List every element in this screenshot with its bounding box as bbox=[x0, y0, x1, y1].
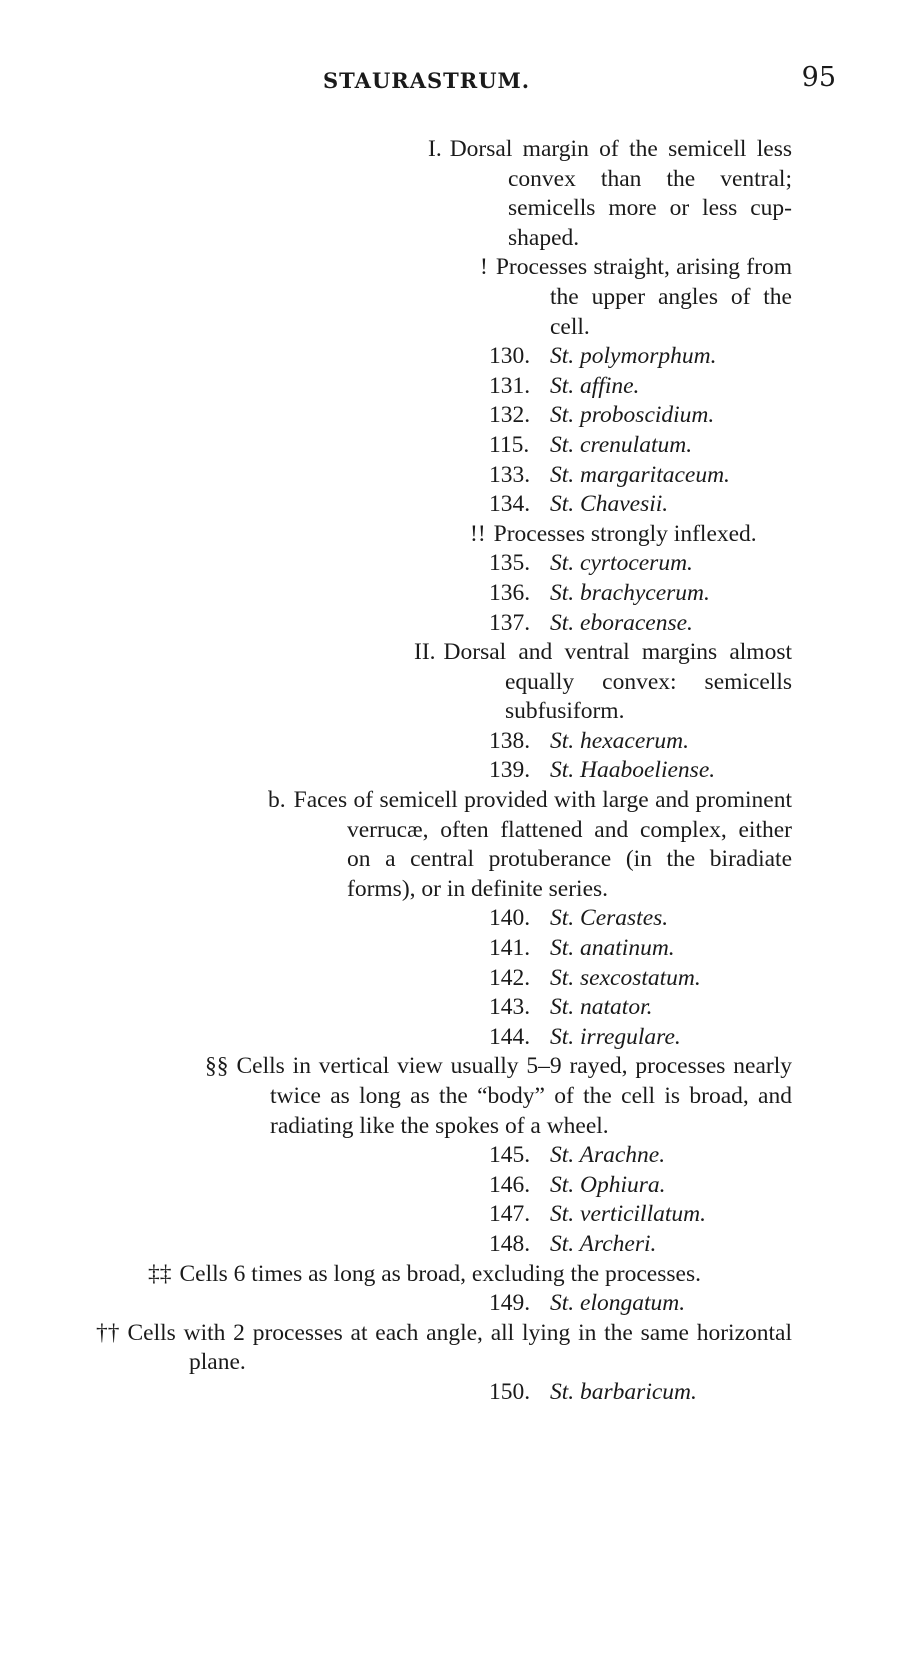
species-name: St. polymorphum. bbox=[550, 343, 717, 370]
species-name: St. margaritaceum. bbox=[550, 461, 730, 488]
species-name: St. barbaricum. bbox=[550, 1378, 697, 1405]
species-number: 137. bbox=[489, 609, 531, 636]
species-entry bbox=[0, 342, 900, 372]
key-marker: I. bbox=[428, 136, 442, 162]
taxonomic-key bbox=[0, 135, 900, 1408]
species-name: St. brachycerum. bbox=[550, 579, 710, 606]
species-number: 143. bbox=[489, 994, 531, 1021]
species-entry bbox=[0, 1200, 900, 1230]
species-entry bbox=[0, 401, 900, 431]
key-heading-text: Faces of semicell provided with large and prominent verrucæ, often flattened and complex, either on a central protuberance (in the biradiate forms), or in definite series. bbox=[293, 787, 792, 902]
key-heading bbox=[0, 1319, 900, 1378]
key-heading bbox=[0, 786, 900, 904]
running-head: STAURASTRUM. bbox=[323, 68, 531, 93]
species-entry bbox=[0, 964, 900, 994]
species-name: St. crenulatum. bbox=[550, 431, 693, 458]
key-heading-text: Processes strongly inflexed. bbox=[493, 520, 757, 547]
species-name: St. verticillatum. bbox=[550, 1201, 706, 1228]
key-heading bbox=[0, 1260, 900, 1290]
key-heading-text: Dorsal margin of the semicell less convex than the ventral; semicells more or less cup-shaped. bbox=[449, 136, 792, 251]
species-number: 144. bbox=[489, 1023, 531, 1050]
species-number: 147. bbox=[489, 1201, 531, 1228]
key-heading-text: Cells with 2 processes at each angle, all lying in the same horizontal plane. bbox=[127, 1319, 792, 1376]
species-entry bbox=[0, 431, 900, 461]
species-entry bbox=[0, 490, 900, 520]
species-number: 146. bbox=[489, 1171, 531, 1198]
species-name: St. Archeri. bbox=[550, 1230, 657, 1257]
key-heading bbox=[0, 1052, 900, 1141]
species-number: 141. bbox=[489, 935, 531, 962]
species-name: St. irregulare. bbox=[550, 1023, 681, 1050]
species-name: St. elongatum. bbox=[550, 1290, 686, 1317]
species-entry bbox=[0, 372, 900, 402]
species-name: St. Cerastes. bbox=[550, 905, 669, 932]
species-number: 149. bbox=[489, 1290, 531, 1317]
species-name: St. proboscidium. bbox=[550, 402, 715, 429]
key-heading-text: Dorsal and ventral margins almost equally convex: semicells subfusiform. bbox=[443, 639, 792, 725]
key-marker: †† bbox=[96, 1319, 120, 1346]
species-number: 130. bbox=[489, 343, 531, 370]
key-heading-text: Cells in vertical view usually 5–9 rayed, processes nearly twice as long as the “body” of the cell is broad, and radiating like the spokes of a wheel. bbox=[236, 1053, 792, 1139]
species-name: St. eboracense. bbox=[550, 609, 693, 636]
species-number: 145. bbox=[489, 1142, 531, 1169]
key-marker: ‡‡ bbox=[148, 1260, 172, 1287]
species-entry bbox=[0, 1230, 900, 1260]
key-marker: ! bbox=[480, 254, 488, 281]
key-marker: !! bbox=[470, 520, 486, 547]
species-number: 136. bbox=[489, 579, 531, 606]
species-entry bbox=[0, 1289, 900, 1319]
species-name: St. hexacerum. bbox=[550, 727, 689, 754]
key-heading bbox=[0, 638, 900, 727]
species-entry bbox=[0, 1023, 900, 1053]
species-number: 148. bbox=[489, 1230, 531, 1257]
species-name: St. Arachne. bbox=[550, 1142, 666, 1169]
species-name: St. natator. bbox=[550, 994, 653, 1021]
key-heading bbox=[0, 253, 900, 342]
species-entry bbox=[0, 934, 900, 964]
species-entry bbox=[0, 579, 900, 609]
species-entry bbox=[0, 1171, 900, 1201]
species-number: 135. bbox=[489, 550, 531, 577]
species-number: 139. bbox=[489, 757, 531, 784]
species-entry bbox=[0, 756, 900, 786]
species-number: 115. bbox=[489, 431, 530, 458]
page-number: 95 bbox=[801, 62, 836, 93]
species-number: 131. bbox=[489, 372, 531, 399]
species-entry bbox=[0, 904, 900, 934]
species-number: 138. bbox=[489, 727, 531, 754]
species-entry bbox=[0, 727, 900, 757]
species-name: St. anatinum. bbox=[550, 935, 675, 962]
species-number: 150. bbox=[489, 1378, 531, 1405]
species-number: 134. bbox=[489, 491, 531, 518]
species-entry bbox=[0, 549, 900, 579]
species-entry bbox=[0, 1141, 900, 1171]
species-name: St. cyrtocerum. bbox=[550, 550, 693, 577]
species-number: 142. bbox=[489, 964, 531, 991]
species-name: St. sexcostatum. bbox=[550, 964, 701, 991]
species-entry bbox=[0, 461, 900, 491]
species-name: St. affine. bbox=[550, 372, 640, 399]
species-entry bbox=[0, 609, 900, 639]
species-number: 133. bbox=[489, 461, 531, 488]
species-entry bbox=[0, 993, 900, 1023]
key-heading bbox=[0, 520, 900, 550]
species-entry bbox=[0, 1378, 900, 1408]
page-header bbox=[0, 62, 900, 102]
species-number: 140. bbox=[489, 905, 531, 932]
key-heading-text: Cells 6 times as long as broad, excluding the processes. bbox=[179, 1260, 701, 1287]
key-marker: §§ bbox=[205, 1053, 229, 1080]
species-name: St. Ophiura. bbox=[550, 1171, 666, 1198]
key-heading-text: Processes straight, arising from the upper angles of the cell. bbox=[495, 254, 792, 340]
species-number: 132. bbox=[489, 402, 531, 429]
key-marker: b. bbox=[268, 787, 286, 814]
species-name: St. Chavesii. bbox=[550, 491, 669, 518]
species-name: St. Haaboeliense. bbox=[550, 757, 716, 784]
key-marker: II. bbox=[414, 639, 436, 666]
key-heading bbox=[0, 135, 900, 253]
